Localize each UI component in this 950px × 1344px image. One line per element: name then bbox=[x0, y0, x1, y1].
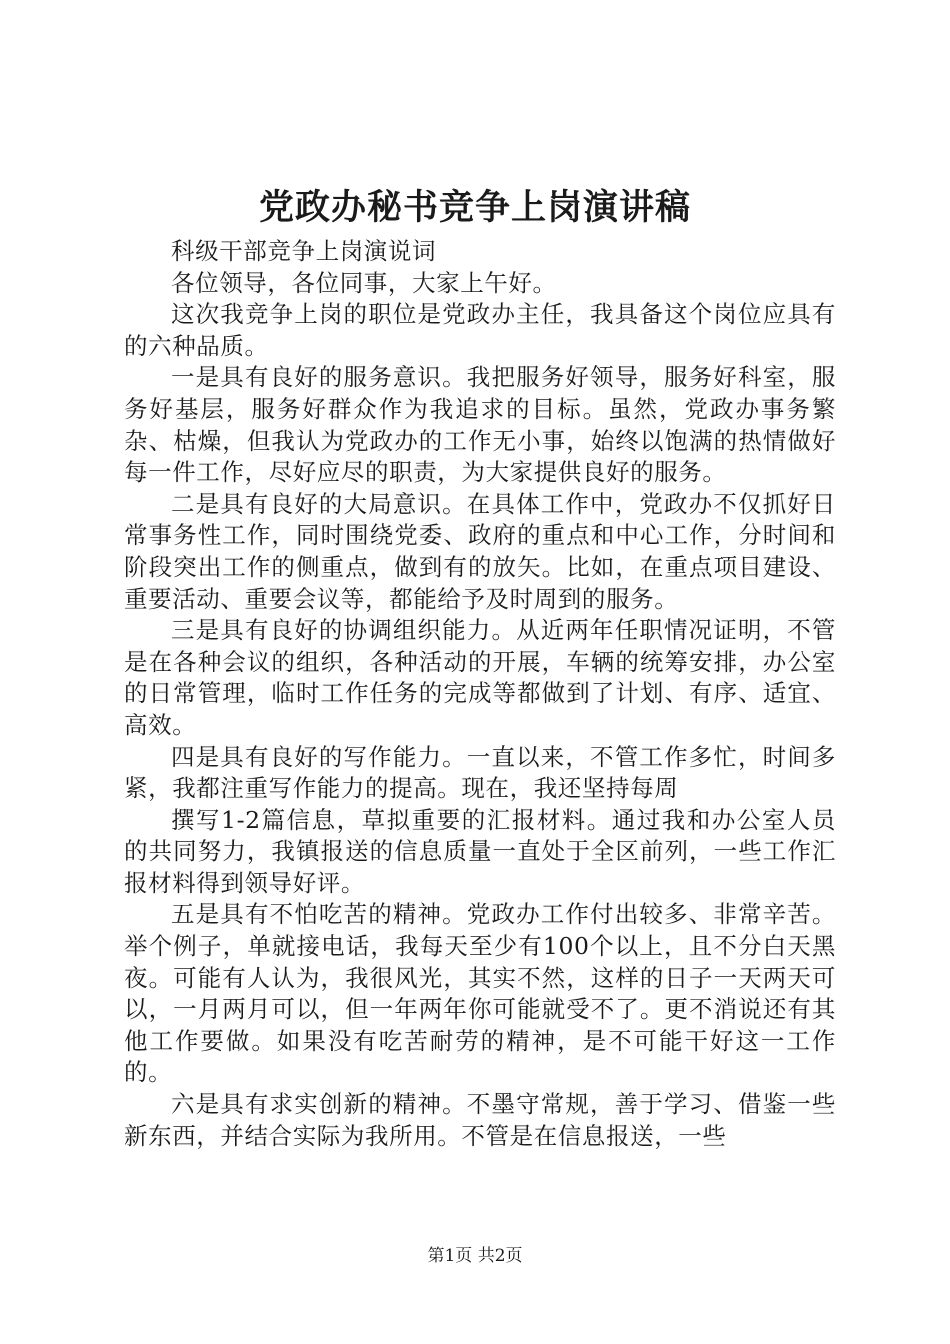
paragraph-point-4-cont: 撰写1-2篇信息，草拟重要的汇报材料。通过我和办公室人员的共同努力，我镇报送的信息质量一直处于全区前列，一些工作汇报材料得到领导好评。 bbox=[124, 805, 836, 897]
paragraph-intro: 这次我竞争上岗的职位是党政办主任，我具备这个岗位应具有的六种品质。 bbox=[124, 300, 836, 360]
paragraph-point-5: 五是具有不怕吃苦的精神。党政办工作付出较多、非常辛苦。举个例子，单就接电话，我每天至少有100个以上，且不分白天黑夜。可能有人认为，我很风光，其实不然，这样的日子一天两天可以，一月两月可以，但一年两年你可能就受不了。更不消说还有其他工作要做。如果没有吃苦耐劳的精神，是不可能干好这一工作的。 bbox=[124, 900, 836, 1087]
document-title: 党政办秘书竞争上岗演讲稿 bbox=[258, 187, 691, 228]
paragraph-subtitle: 科级干部竞争上岗演说词 bbox=[171, 237, 437, 265]
paragraph-point-6: 六是具有求实创新的精神。不墨守常规，善于学习、借鉴一些新东西，并结合实际为我所用。不管是在信息报送，一些 bbox=[124, 1090, 836, 1150]
page-footer: 第1页 共2页 bbox=[427, 1246, 523, 1266]
paragraph-greeting: 各位领导，各位同事，大家上午好。 bbox=[171, 268, 557, 297]
document-body bbox=[124, 236, 836, 1152]
paragraph-point-4: 四是具有良好的写作能力。一直以来，不管工作多忙，时间多紧，我都注重写作能力的提高。现在，我还坚持每周 bbox=[124, 742, 836, 803]
paragraph-point-1: 一是具有良好的服务意识。我把服务好领导，服务好科室，服务好基层，服务好群众作为我追求的目标。虽然，党政办事务繁杂、枯燥，但我认为党政办的工作无小事，始终以饱满的热情做好每一件工作，尽好应尽的职责，为大家提供良好的服务。 bbox=[124, 363, 836, 487]
paragraph-point-2: 二是具有良好的大局意识。在具体工作中，党政办不仅抓好日常事务性工作，同时围绕党委、政府的重点和中心工作，分时间和阶段突出工作的侧重点，做到有的放矢。比如，在重点项目建设、重要活动、重要会议等，都能给予及时周到的服务。 bbox=[124, 489, 836, 613]
paragraph-point-3: 三是具有良好的协调组织能力。从近两年任职情况证明，不管是在各种会议的组织，各种活动的开展，车辆的统筹安排，办公室的日常管理，临时工作任务的完成等都做到了计划、有序、适宜、高效。 bbox=[124, 616, 836, 739]
